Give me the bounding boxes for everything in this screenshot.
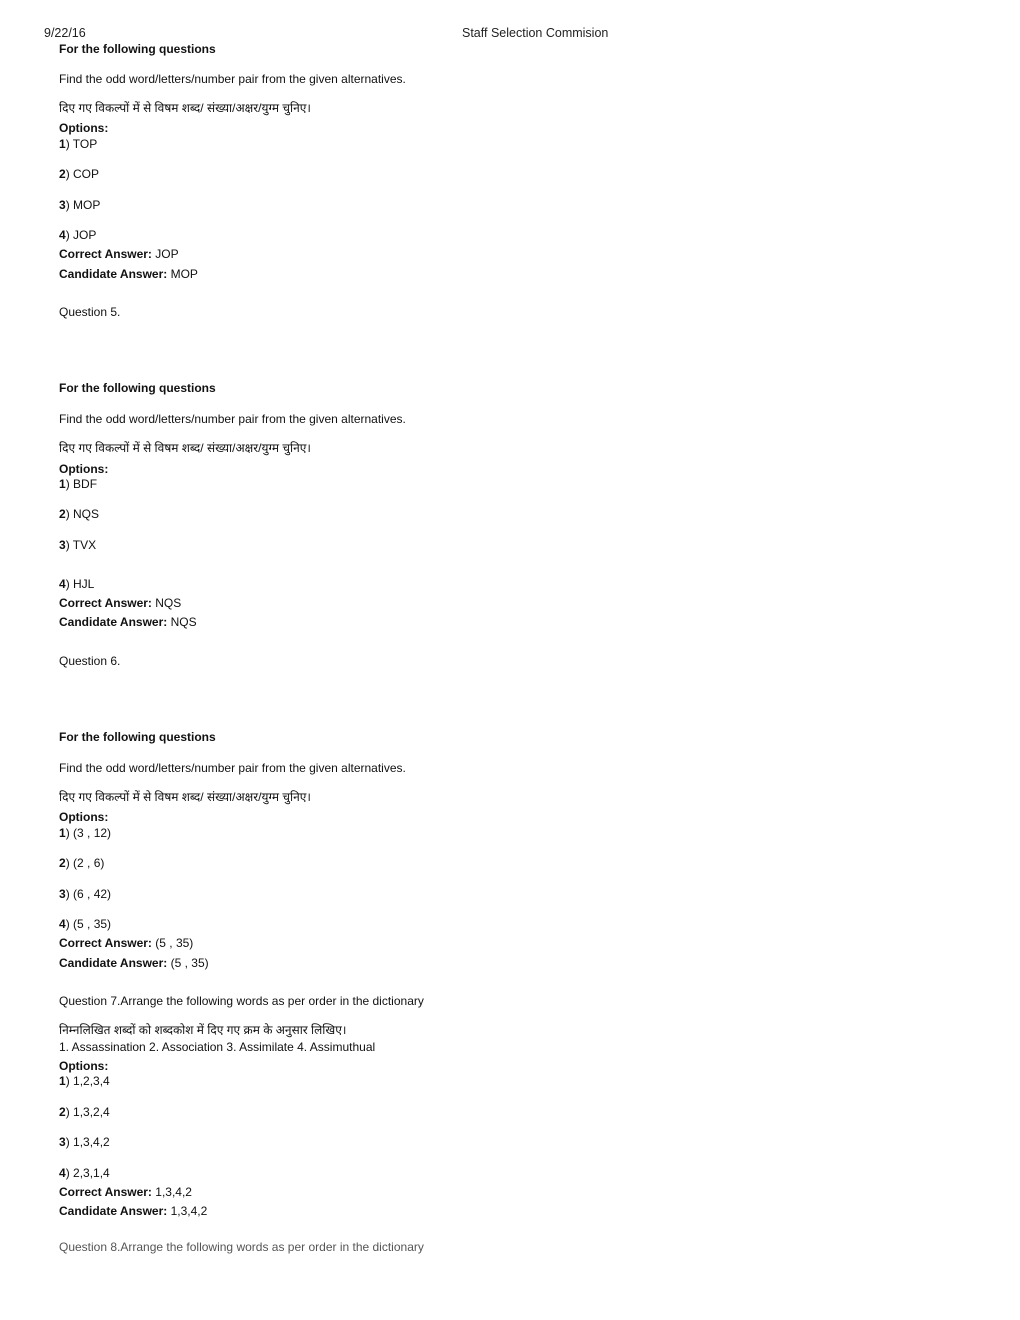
q4-option-4: 4) JOP <box>59 228 97 242</box>
q6-option-3: 3) (6 , 42) <box>59 887 112 901</box>
q5-option-4: 4) HJL <box>59 577 95 591</box>
q7-option-4: 4) 2,3,1,4 <box>59 1166 110 1180</box>
q7-option-3: 3) 1,3,4,2 <box>59 1135 110 1149</box>
q5-candidate-answer: Candidate Answer: NQS <box>59 615 197 629</box>
q5-title: Question 5. <box>59 305 121 319</box>
q7-word-list: 1. Assassination 2. Association 3. Assimilate 4. Assimuthual <box>59 1040 376 1054</box>
q6-instruction: Find the odd word/letters/number pair from the given alternatives. <box>59 761 406 775</box>
q6-section-heading: For the following questions <box>59 730 216 744</box>
q4-section-heading: For the following questions <box>59 42 216 56</box>
q8-title-clip <box>0 1238 1020 1254</box>
print-date: 9/22/16 <box>44 26 86 40</box>
q5-instruction-hindi: दिए गए विकल्पों में से विषम शब्द/ संख्या/अक्षर/युग्म चुनिए। <box>59 441 311 455</box>
q5-correct-answer: Correct Answer: NQS <box>59 596 182 610</box>
q6-instruction-hindi: दिए गए विकल्पों में से विषम शब्द/ संख्या/अक्षर/युग्म चुनिए। <box>59 790 311 804</box>
q6-option-2: 2) (2 , 6) <box>59 856 105 870</box>
q7-option-1: 1) 1,2,3,4 <box>59 1074 110 1088</box>
q7-instruction-hindi: निम्नलिखित शब्दों को शब्दकोश में दिए गए क्रम के अनुसार लिखिए। <box>59 1023 347 1037</box>
q6-title: Question 6. <box>59 654 121 668</box>
q4-option-2: 2) COP <box>59 167 100 181</box>
q8-title: Question 8.Arrange the following words as per order in the dictionary <box>59 1240 424 1254</box>
q4-heading-clip <box>0 44 1020 58</box>
q6-option-1: 1) (3 , 12) <box>59 826 112 840</box>
page-title: Staff Selection Commision <box>462 26 609 40</box>
q4-options-label: Options: <box>59 121 109 135</box>
q4-instruction-hindi: दिए गए विकल्पों में से विषम शब्द/ संख्या/अक्षर/युग्म चुनिए। <box>59 101 311 115</box>
q4-option-1: 1) TOP <box>59 137 98 151</box>
q4-instruction: Find the odd word/letters/number pair from the given alternatives. <box>59 72 406 86</box>
q7-options-label: Options: <box>59 1059 109 1073</box>
q5-section-heading: For the following questions <box>59 381 216 395</box>
q4-correct-answer: Correct Answer: JOP <box>59 247 179 261</box>
q4-option-3: 3) MOP <box>59 198 101 212</box>
q6-options-label: Options: <box>59 810 109 824</box>
q7-correct-answer: Correct Answer: 1,3,4,2 <box>59 1185 192 1199</box>
q5-option-3: 3) TVX <box>59 538 97 552</box>
q5-option-2: 2) NQS <box>59 507 100 521</box>
q5-option-1: 1) BDF <box>59 477 98 491</box>
q6-option-4: 4) (5 , 35) <box>59 917 112 931</box>
q7-candidate-answer: Candidate Answer: 1,3,4,2 <box>59 1204 208 1218</box>
q7-title: Question 7.Arrange the following words as per order in the dictionary <box>59 994 424 1008</box>
q5-instruction: Find the odd word/letters/number pair from the given alternatives. <box>59 412 406 426</box>
q5-options-label: Options: <box>59 462 109 476</box>
q4-candidate-answer: Candidate Answer: MOP <box>59 267 198 281</box>
q6-candidate-answer: Candidate Answer: (5 , 35) <box>59 956 209 970</box>
q6-correct-answer: Correct Answer: (5 , 35) <box>59 936 194 950</box>
q7-option-2: 2) 1,3,2,4 <box>59 1105 110 1119</box>
